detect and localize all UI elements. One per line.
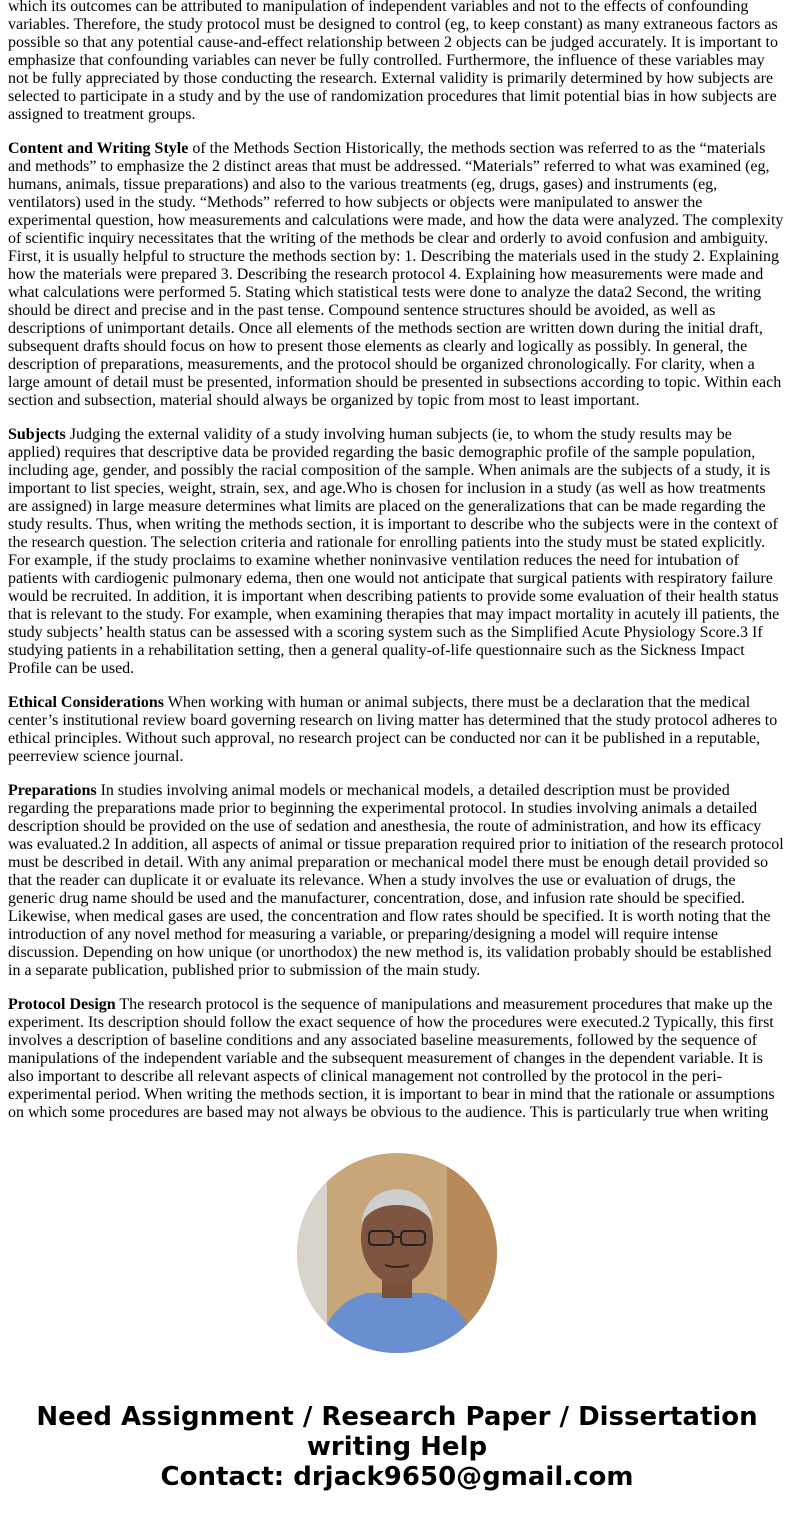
section-heading: Subjects	[8, 426, 66, 443]
cta-contact: Contact: drjack9650@gmail.com	[160, 1462, 634, 1492]
section-heading: Ethical Considerations	[8, 694, 165, 711]
paragraph-preparations	[8, 782, 786, 980]
paragraph-protocol-design	[8, 996, 786, 1122]
paragraph-text: The research protocol is the sequence of manipulations and measurement procedures that make up the experiment. Its description should follow the exact sequence of how the procedures were executed.2 Typically, this first involves a description of baseline conditions and any associated baseline measurements, followed by the sequence of manipulations of the independent variable and the subsequent measurement of changes in the dependent variable. It is also important to describe all relevant aspects of clinical management not controlled by the protocol in the peri-experimental period. When writing the methods section, it is important to bear in mind that the rationale or assumptions on which some procedures are based may not always be obvious to the audience. This is particularly true when writing	[8, 996, 775, 1121]
paragraph-intro	[8, 0, 786, 124]
article-body	[8, 0, 786, 1138]
paragraph-ethical-considerations	[8, 694, 786, 766]
author-avatar	[297, 1153, 497, 1353]
cta-headline: Need Assignment / Research Paper / Dissertation writing Help	[36, 1402, 758, 1462]
section-heading: Protocol Design	[8, 996, 116, 1013]
paragraph-text: of the Methods Section Historically, the methods section was referred to as the “materials and methods” to emphasize the 2 distinct areas that must be addressed. “Materials” referred to what was examined (eg, humans, animals, tissue preparations) and also to the various treatments (eg, drugs, gases) and instruments (eg, ventilators) used in the study. “Methods” referred to how subjects or objects were manipulated to answer the experimental question, how measurements and calculations were made, and how the data were analyzed. The complexity of scientific inquiry necessitates that the writing of the methods be clear and orderly to avoid confusion and ambiguity. First, it is usually helpful to structure the methods section by: 1. Describing the materials used in the study 2. Explaining how the materials were prepared 3. Describing the research protocol 4. Explaining how measurements were made and what calculations were performed 5. Stating which statistical tests were done to analyze the data2 Second, the writing should be direct and precise and in the past tense. Compound sentence structures should be avoided, as well as descriptions of unimportant details. Once all elements of the methods section are written down during the initial draft, subsequent drafts should focus on how to present those elements as clearly and logically as possibly. In general, the description of preparations, measurements, and the protocol should be organized chronologically. For clarity, when a large amount of detail must be presented, information should be presented in subsections according to topic. Within each section and subsection, material should always be organized by topic from most to least important.	[8, 140, 784, 409]
paragraph-text: In studies involving animal models or mechanical models, a detailed description must be provided regarding the preparations made prior to beginning the experimental protocol. In studies involving animals a detailed description should be provided on the use of sedation and anesthesia, the route of administration, and how its efficacy was evaluated.2 In addition, all aspects of animal or tissue preparation required prior to initiation of the research protocol must be described in detail. With any animal preparation or mechanical model there must be enough detail provided so that the reader can duplicate it or evaluate its relevance. When a study involves the use or evaluation of drugs, the generic drug name should be used and the manufacturer, concentration, dose, and infusion rate should be specified. Likewise, when medical gases are used, the concentration and flow rates should be specified. It is worth noting that the introduction of any novel method for measuring a variable, or preparing/designing a model will require intense discussion. Depending on how unique (or unorthodox) the new method is, its validation probably should be established in a separate publication, published prior to submission of the main study.	[8, 782, 784, 979]
section-heading: Preparations	[8, 782, 97, 799]
paragraph-text: which its outcomes can be attributed to manipulation of independent variables and not to the effects of confounding variables. Therefore, the study protocol must be designed to control (eg, to keep constant) as many extraneous factors as possible so that any potential cause-and-effect relationship between 2 objects can be judged accurately. It is important to emphasize that confounding variables can never be fully controlled. Furthermore, the influence of these variables may not be fully appreciated by those conducting the research. External validity is primarily determined by how subjects are selected to participate in a study and by the use of randomization procedures that limit potential bias in how subjects are assigned to treatment groups.	[8, 0, 778, 123]
section-heading: Content and Writing Style	[8, 140, 189, 157]
paragraph-subjects	[8, 426, 786, 678]
contact-banner	[0, 1402, 794, 1492]
paragraph-text: Judging the external validity of a study involving human subjects (ie, to whom the study results may be applied) requires that descriptive data be provided regarding the basic demographic profile of the sample population, including age, gender, and possibly the racial composition of the sample. When animals are the subjects of a study, it is important to list species, weight, strain, sex, and age.Who is chosen for inclusion in a study (as well as how treatments are assigned) in large measure determines what limits are placed on the generalizations that can be made regarding the study results. Thus, when writing the methods section, it is important to describe who the subjects were in the context of the research question. The selection criteria and rationale for enrolling patients into the study must be stated explicitly. For example, if the study proclaims to examine whether noninvasive ventilation reduces the need for intubation of patients with cardiogenic pulmonary edema, then one would not anticipate that surgical patients with respiratory failure would be recruited. In addition, it is important when describing patients to provide some evaluation of their health status that is relevant to the study. For example, when examining therapies that may impact mortality in acutely ill patients, the study subjects’ health status can be assessed with a scoring system such as the Simplified Acute Physiology Score.3 If studying patients in a rehabilitation setting, then a general quality-of-life questionnaire such as the Sickness Impact Profile can be used.	[8, 426, 780, 677]
paragraph-text: When working with human or animal subjects, there must be a declaration that the medical center’s institutional review board governing research on living matter has determined that the study protocol adheres to ethical principles. Without such approval, no research project can be conducted nor can it be published in a reputable, peerreview science journal.	[8, 694, 778, 765]
paragraph-content-writing-style	[8, 140, 786, 410]
